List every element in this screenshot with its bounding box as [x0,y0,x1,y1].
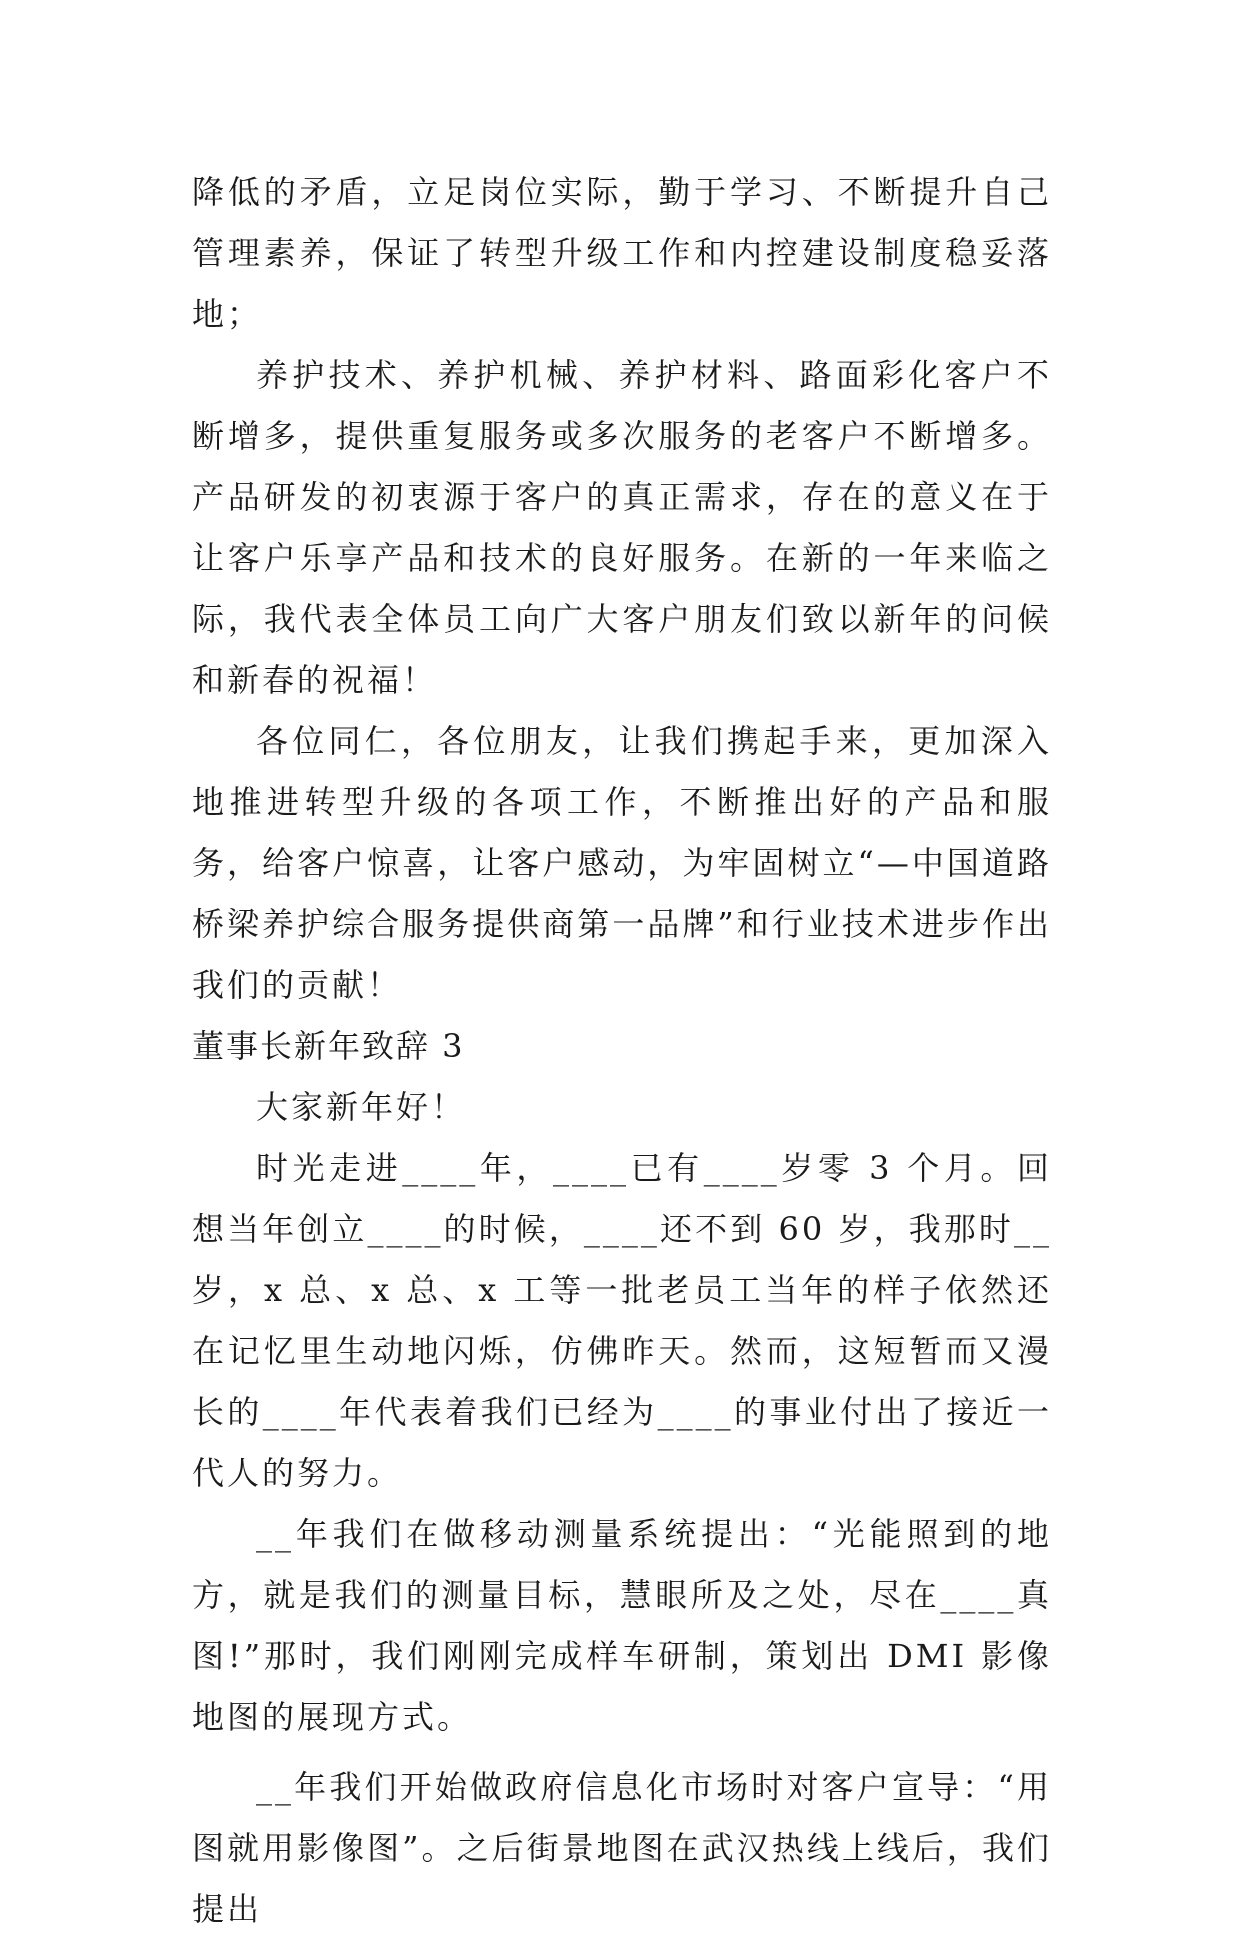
document-body [192,162,1052,1940]
paragraph-3: 各位同仁，各位朋友，让我们携起手来，更加深入地推进转型升级的各项工作，不断推出好的产品和服务，给客户惊喜，让客户感动，为牢固树立“—中国道路桥梁养护综合服务提供商第一品牌”和行业技术进步作出我们的贡献！ [192,722,1052,1004]
paragraph-6: 时光走进____年，____已有____岁零 3 个月。回想当年创立____的时候，____还不到 60 岁，我那时__岁，x 总、x 总、x 工等一批老员工当年的样子依然还在记忆里生动地闪烁，仿佛昨天。然而，这短暂而又漫长的____年代表着我们已经为____的事业付出了接近一代人的努力。 [192,1149,1052,1492]
greeting-paragraph: 大家新年好！ [256,1088,467,1126]
paragraph-2: 养护技术、养护机械、养护材料、路面彩化客户不断增多，提供重复服务或多次服务的老客户不断增多。产品研发的初衷源于客户的真正需求，存在的意义在于让客户乐享产品和技术的良好服务。在新的一年来临之际，我代表全体员工向广大客户朋友们致以新年的问候和新春的祝福！ [192,356,1052,699]
paragraph-7: __年我们在做移动测量系统提出：“光能照到的地方，就是我们的测量目标，慧眼所及之处，尽在____真图!”那时，我们刚刚完成样车研制，策划出 DMI 影像地图的展现方式。 [192,1515,1052,1736]
paragraph-8: __年我们开始做政府信息化市场时对客户宣导：“用图就用影像图”。之后街景地图在武汉热线上线后，我们提出 [192,1768,1052,1928]
paragraph-1: 降低的矛盾，立足岗位实际，勤于学习、不断提升自己管理素养，保证了转型升级工作和内控建设制度稳妥落地； [192,173,1052,333]
section-heading: 董事长新年致辞 3 [192,1027,465,1065]
